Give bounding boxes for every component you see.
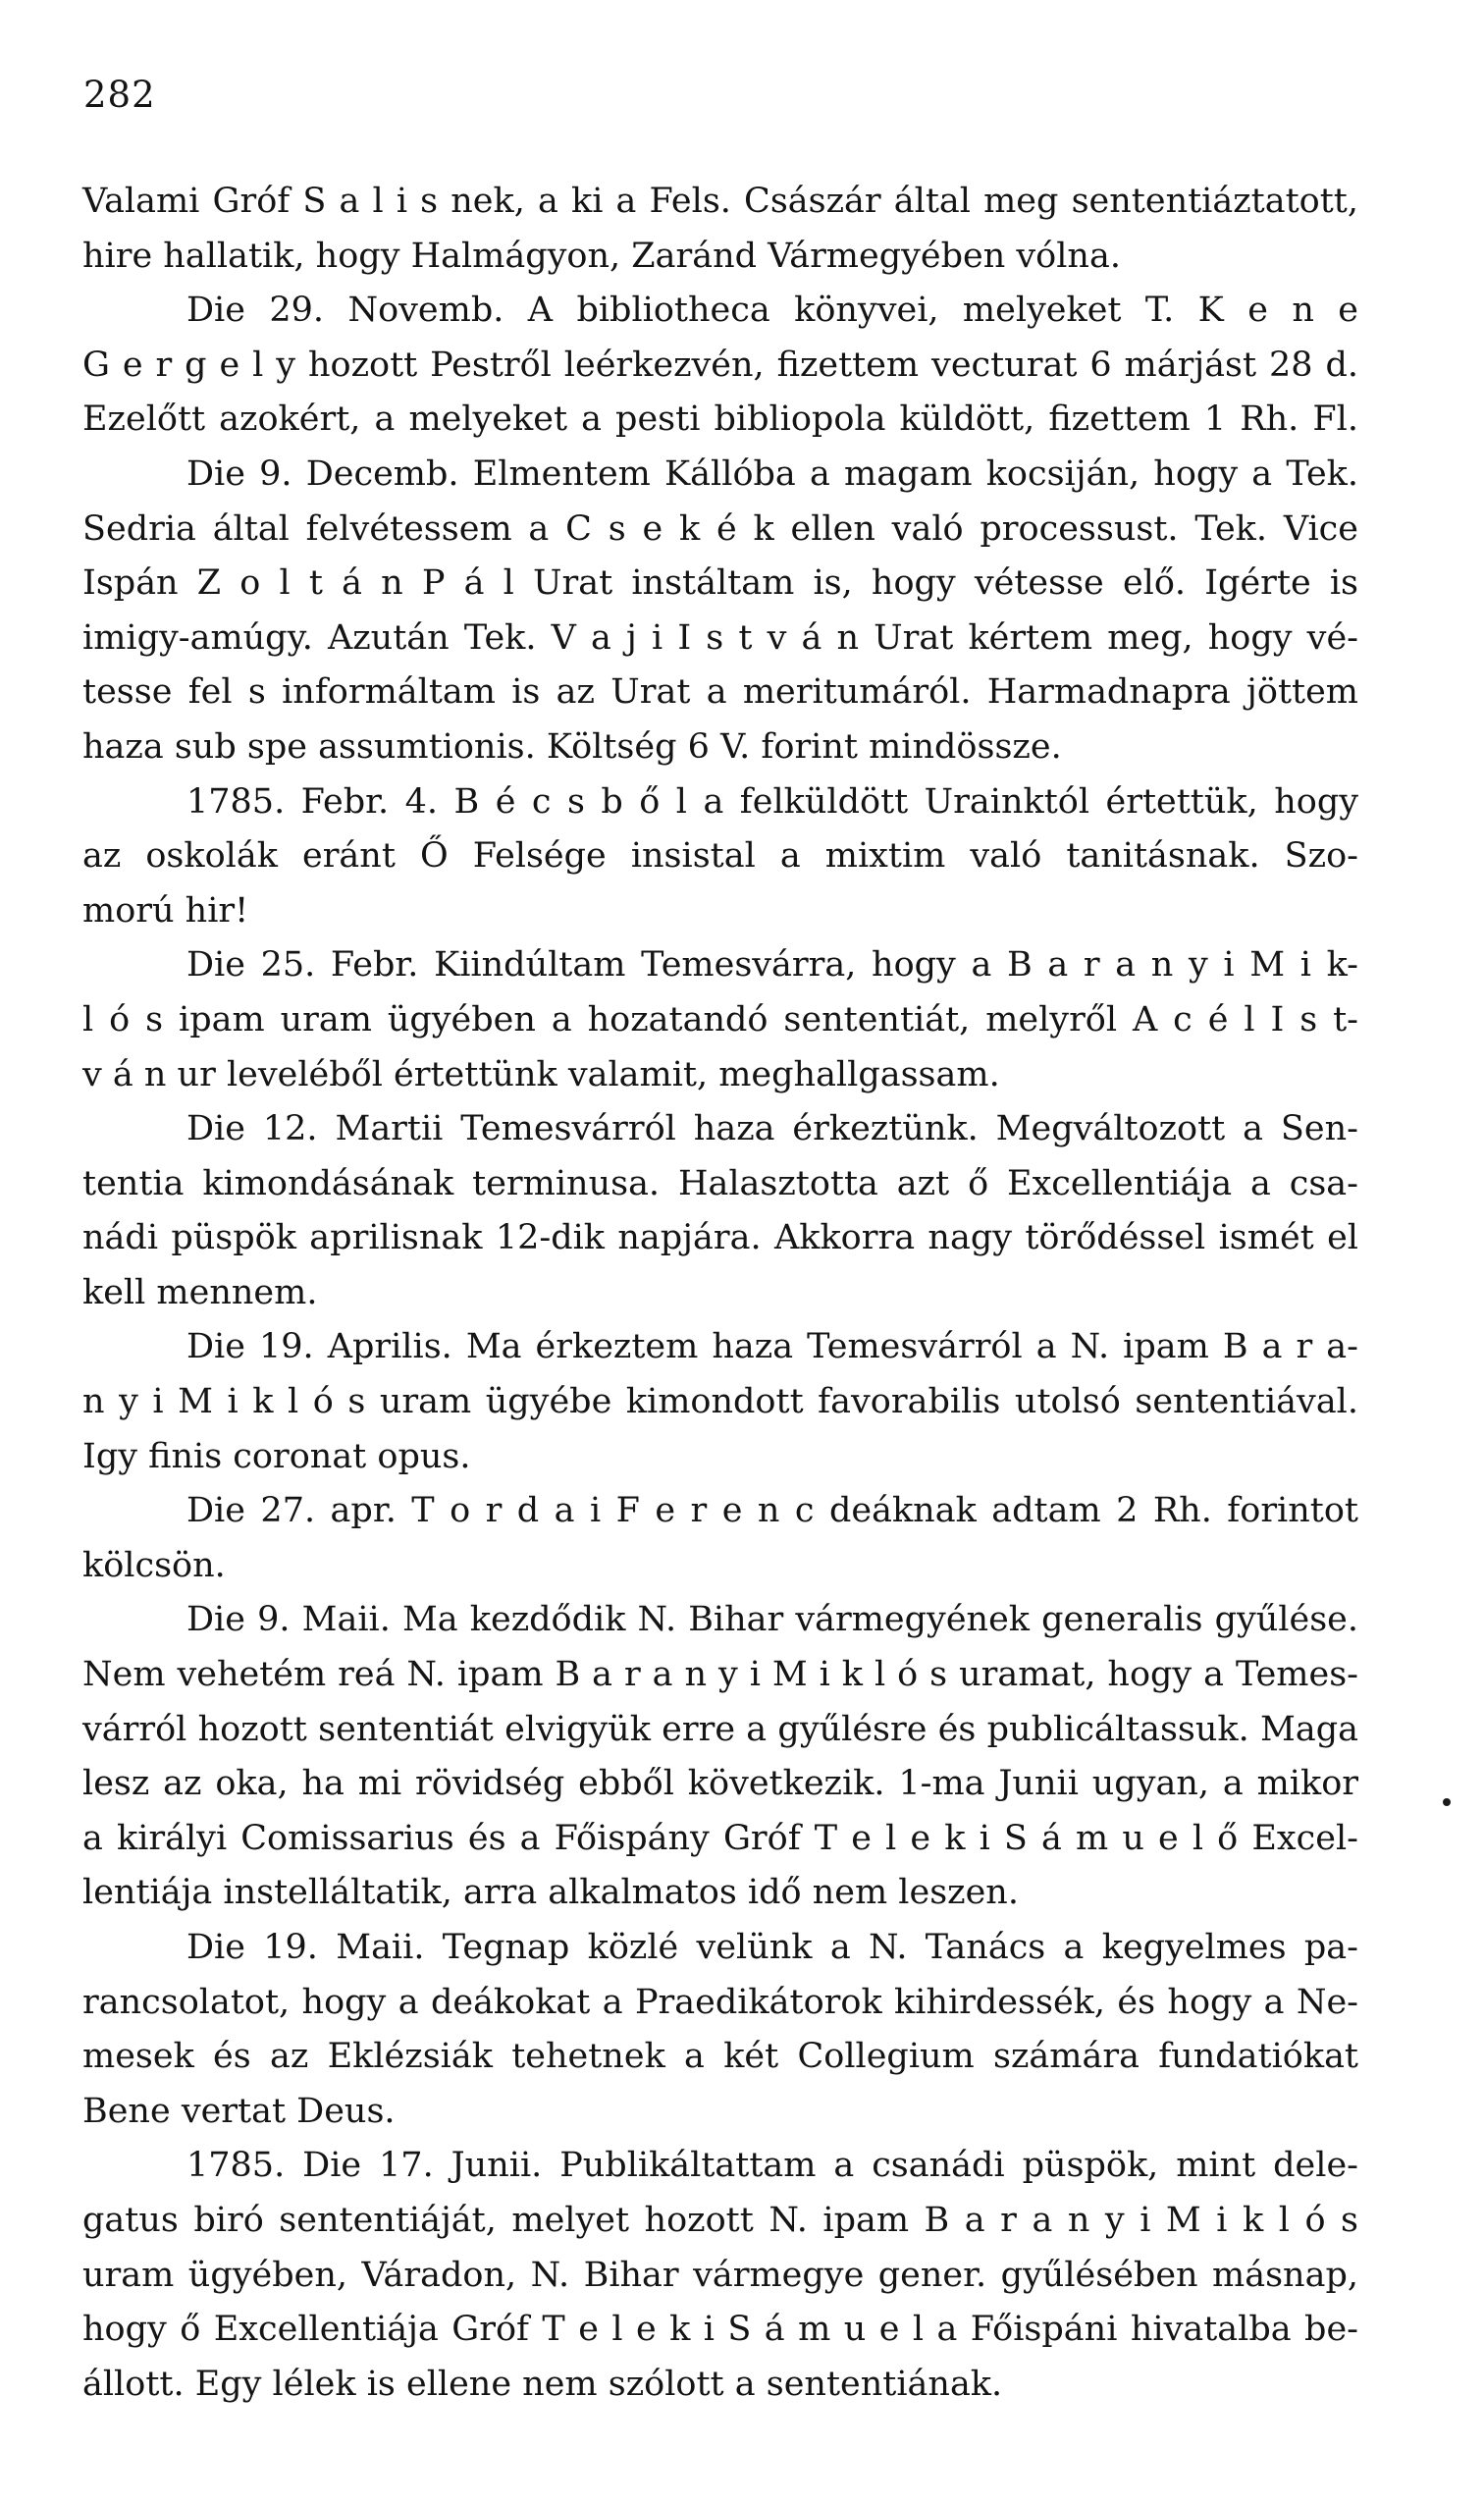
text-line: nádi püspök aprilisnak 12-dik napjára. Akkorra nagy törődéssel ismét el [82,1218,1358,1258]
text-line: tesse fel s informáltam is az Urat a meritumáról. Harmadnapra jöttem [82,672,1358,713]
text-line: kölcsön. [82,1545,226,1585]
text-line: Die 19. Maii. Tegnap közlé velünk a N. Tanács a kegyelmes pa- [186,1928,1358,1967]
text-line: G e r g e l y hozott Pestről leérkezvén, fizettem vecturat 6 márjást 28 d. [82,345,1358,385]
text-line: n y i M i k l ó s uram ügyébe kimondott favorabilis utolsó sententiával. [82,1382,1358,1422]
text-line: Die 27. apr. T o r d a i F e r e n c deáknak adtam 2 Rh. forintot [186,1491,1358,1531]
text-line: l ó s ipam uram ügyében a hozatandó sententiát, melyről A c é l I s t- [82,999,1358,1039]
text-line: imigy-amúgy. Azután Tek. V a j i I s t v á n Urat kértem meg, hogy vé- [82,617,1358,658]
text-line: Nem vehetém reá N. ipam B a r a n y i M i k l ó s uramat, hogy a Temes- [82,1655,1358,1695]
text-line: 1785. Febr. 4. B é c s b ő l a felküldött Urainktól értettük, hogy [186,781,1358,822]
text-line: lesz az oka, ha mi rövidség ebből következik. 1-ma Junii ugyan, a mikor [82,1764,1358,1804]
text-line: Die 29. Novemb. A bibliotheca könyvei, melyeket T. K e n e [186,291,1358,331]
text-line: a királyi Comissarius és a Főispány Gróf T e l e k i S á m u e l ő Excel- [82,1818,1358,1858]
text-line: haza sub spe assumtionis. Költség 6 V. forint mindössze. [82,726,1062,767]
text-line: rancsolatot, hogy a deákokat a Praedikátorok kihirdessék, és hogy a Ne- [82,1982,1358,2022]
text-line: v á n ur leveléből értettünk valamit, meghallgassam. [82,1054,1000,1094]
text-line: Ezelőtt azokért, a melyeket a pesti bibliopola küldött, fizettem 1 Rh. Fl. [82,399,1358,440]
text-line: Igy finis coronat opus. [82,1436,471,1476]
text-line: mesek és az Eklézsiák tehetnek a két Collegium számára fundatiókat [82,2037,1358,2077]
text-line: Die 19. Aprilis. Ma érkeztem haza Temesvárról a N. ipam B a r a- [186,1327,1358,1367]
page-number: 282 [83,74,156,116]
text-line: várról hozott sententiát elvigyük erre a gyűlésre és publicáltassuk. Maga [82,1709,1358,1749]
text-line: hogy ő Excellentiája Gróf T e l e k i S á m u e l a Főispáni hivatalba be- [82,2310,1358,2350]
text-line: Die 9. Maii. Ma kezdődik N. Bihar vármegyének generalis gyűlése. [186,1600,1358,1640]
text-line: Die 12. Martii Temesvárról haza érkeztünk. Megváltozott a Sen- [186,1109,1358,1149]
text-line: Bene vertat Deus. [82,2091,396,2131]
text-line: Valami Gróf S a l i s nek, a ki a Fels. Császár által meg sententiáztatott, [82,182,1358,221]
text-line: gatus biró sententiáját, melyet hozott N. ipam B a r a n y i M i k l ó s [82,2200,1358,2240]
page-body-text [82,175,1358,2412]
text-line: 1785. Die 17. Junii. Publikáltattam a csanádi püspök, mint dele- [186,2146,1358,2186]
text-line: uram ügyében, Váradon, N. Bihar vármegye gener. gyűlésében másnap, [82,2255,1358,2295]
text-line: Die 9. Decemb. Elmentem Kállóba a magam kocsiján, hogy a Tek. [186,453,1358,494]
text-line: kell mennem. [82,1272,318,1312]
text-line: állott. Egy lélek is ellene nem szólott a sententiának. [82,2364,1003,2404]
text-line: hire hallatik, hogy Halmágyon, Zaránd Vármegyében vólna. [82,236,1121,276]
text-line: tentia kimondásának terminusa. Halasztotta azt ő Excellentiája a csa- [82,1163,1358,1203]
margin-dot-mark [1443,1798,1451,1806]
text-line: Ispán Z o l t á n P á l Urat instáltam is, hogy vétesse elő. Igérte is [82,563,1358,604]
text-line: Die 25. Febr. Kiindúltam Temesvárra, hogy a B a r a n y i M i k- [186,945,1358,985]
text-line: morú hir! [82,890,249,931]
text-line: Sedria által felvétessem a C s e k é k ellen való processust. Tek. Vice [82,508,1358,549]
text-line: az oskolák eránt Ő Felsége insistal a mixtim való tanitásnak. Szo- [82,836,1358,877]
text-line: lentiája instelláltatik, arra alkalmatos idő nem leszen. [82,1873,1019,1913]
